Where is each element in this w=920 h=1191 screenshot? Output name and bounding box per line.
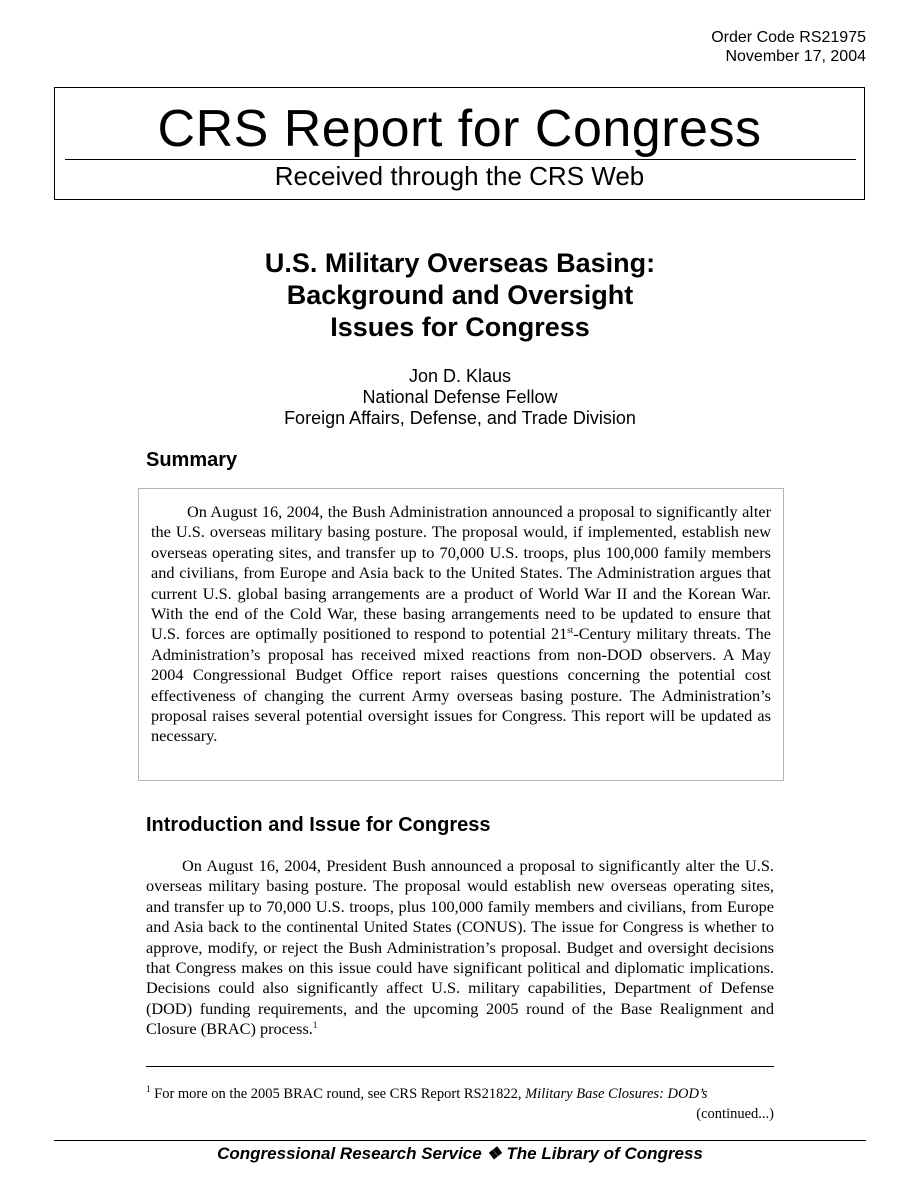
order-code-block	[711, 28, 866, 66]
footnote-number: 1	[146, 1084, 151, 1094]
banner-subtitle: Received through the CRS Web	[274, 161, 645, 191]
summary-heading: Summary	[146, 449, 238, 471]
footnote	[146, 1084, 774, 1124]
summary-paragraph	[151, 502, 771, 747]
footnote-italic-title: Military Base Closures: DOD’s	[525, 1086, 708, 1102]
intro-heading: Introduction and Issue for Congress	[146, 814, 491, 836]
footnote-ref[interactable]: 1	[312, 1020, 318, 1031]
author-title: National Defense Fellow	[362, 387, 558, 407]
author-block	[146, 366, 774, 429]
summary-box	[138, 488, 784, 781]
intro-text: On August 16, 2004, President Bush announced a proposal to significantly alter the U.S. overseas military basing posture. The proposal would establish new overseas operating sites, and transfer up to 70,000 U.S. troops, plus 100,000 family members and civilians, from Europe and Asia back to the continental United States (CONUS). The issue for Congress is whether to approve, modify, or reject the Bush Administration’s proposal. Budget and oversight decisions that Congress makes on this issue could have significant political and diplomatic implications. Decisions could also significantly affect U.S. military capabilities, Department of Defense (DOD) funding requirements, and the upcoming 2005 round of the Base Realignment and Closure (BRAC) process.	[146, 856, 774, 1039]
author-division: Foreign Affairs, Defense, and Trade Division	[284, 408, 636, 428]
report-date: November 17, 2004	[725, 48, 866, 65]
summary-text-part2: -Century military threats. The Administration’s proposal has received mixed reactions from non-DOD observers. A May 2004 Congressional Budget Office report raises questions concerning the potential cost effectiveness of changing the current Army overseas basing posture. The Administration’s proposal raises several potential oversight issues for Congress. This report will be updated as necessary.	[151, 624, 771, 746]
page-footer: Congressional Research Service ❖ The Library of Congress	[217, 1144, 703, 1163]
summary-text-part1: On August 16, 2004, the Bush Administration announced a proposal to significantly alter the U.S. overseas military basing posture. The proposal would, if implemented, establish new overseas operating sites, and transfer up to 70,000 U.S. troops, plus 100,000 family members and civilians, from Europe and Asia back to the United States. The Administration argues that current U.S. global basing arrangements are a product of World War II and the Korean War. With the end of the Cold War, these basing arrangements need to be updated to ensure that U.S. forces are optimally positioned to respond to potential 21	[151, 502, 771, 644]
report-title-line: Background and Oversight	[286, 280, 634, 310]
footnote-body	[146, 1084, 774, 1104]
footnote-text: For more on the 2005 BRAC round, see CRS Report RS21822,	[154, 1086, 526, 1102]
report-banner	[54, 87, 865, 200]
report-title-line: U.S. Military Overseas Basing:	[264, 248, 656, 278]
banner-title: CRS Report for Congress	[157, 100, 762, 158]
footnote-continued: (continued...)	[696, 1106, 774, 1122]
intro-paragraph	[146, 856, 774, 1040]
report-title	[146, 247, 774, 343]
report-title-line: Issues for Congress	[330, 312, 590, 342]
order-code: Order Code RS21975	[711, 29, 866, 46]
author-name: Jon D. Klaus	[408, 366, 512, 386]
footnote-divider	[146, 1066, 774, 1067]
footer-divider	[54, 1140, 866, 1141]
summary-superscript: st	[567, 625, 574, 636]
intro-section	[146, 856, 774, 1040]
